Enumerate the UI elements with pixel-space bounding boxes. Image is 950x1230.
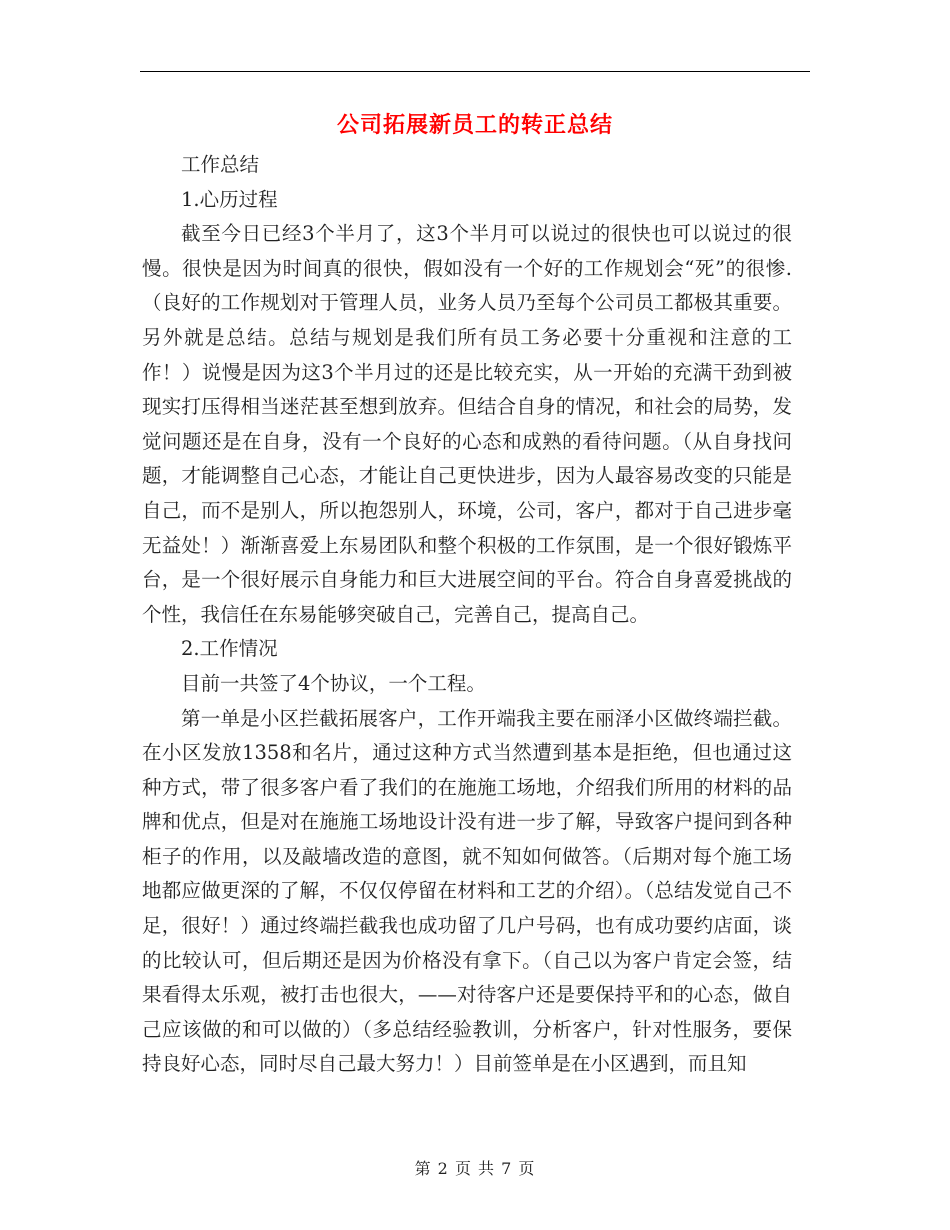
section-heading-mental-journey: 1.心历过程	[181, 187, 278, 211]
paragraph-first-order: 第一单是小区拦截拓展客户，工作开端我主要在丽泽小区做终端拦截。在小区发放1358和名片，通过这种方式当然遭到基本是拒绝，但也通过这种方式，带了很多客户看了我们的在施施工场地，介绍我们所用的材料的品牌和优点，但是对在施施工场地设计没有进一步了解，导致客户提问到各种柜子的作用，以及敲墙改造的意图，就不知如何做答。（后期对每个施工场地都应做更深的了解，不仅仅停留在材料和工艺的介绍）。（总结发觉自己不足，很好！）通过终端拦截我也成功留了几户号码，也有成功要约店面，谈的比较认可，但后期还是因为价格没有拿下。（自己以为客户肯定会签，结果看得太乐观，被打击也很大，——对待客户还是要保持平和的心态，做自己应该做的和可以做的）（多总结经验教训，分析客户，针对性服务，要保持良好心态，同时尽自己最大努力！）目前签单是在小区遇到，而且知	[142, 706, 792, 1076]
header-rule	[140, 71, 810, 72]
section-heading-work-status: 2.工作情况	[181, 637, 278, 661]
section-heading-work-summary: 工作总结	[181, 153, 260, 176]
page-number-footer: 第 2 页 共 7 页	[414, 1159, 536, 1178]
paragraph-agreements: 目前一共签了4个协议，一个工程。	[181, 671, 486, 695]
document-body	[142, 148, 792, 1082]
document-title: 公司拓展新员工的转正总结	[336, 112, 613, 138]
paragraph-mental-journey: 截至今日已经3个半月了，这3个半月可以说过的很快也可以说过的很慢。很快是因为时间真的很快，假如没有一个好的工作规划会“死”的很惨.（良好的工作规划对于管理人员，业务人员乃至每个公司员工都极其重要。另外就是总结。总结与规划是我们所有员工务必要十分重视和注意的工作！）说慢是因为这3个半月过的还是比较充实，从一开始的充满干劲到被现实打压得相当迷茫甚至想到放弃。但结合自身的情况，和社会的局势，发觉问题还是在自身，没有一个良好的心态和成熟的看待问题。（从自身找问题，才能调整自己心态，才能让自己更快进步，因为人最容易改变的只能是自己，而不是别人，所以抱怨别人，环境，公司，客户，都对于自己进步毫无益处！）渐渐喜爱上东易团队和整个积极的工作氛围，是一个很好锻炼平台，是一个很好展示自身能力和巨大进展空间的平台。符合自身喜爱挑战的个性，我信任在东易能够突破自己，完善自己，提高自己。	[142, 222, 792, 626]
